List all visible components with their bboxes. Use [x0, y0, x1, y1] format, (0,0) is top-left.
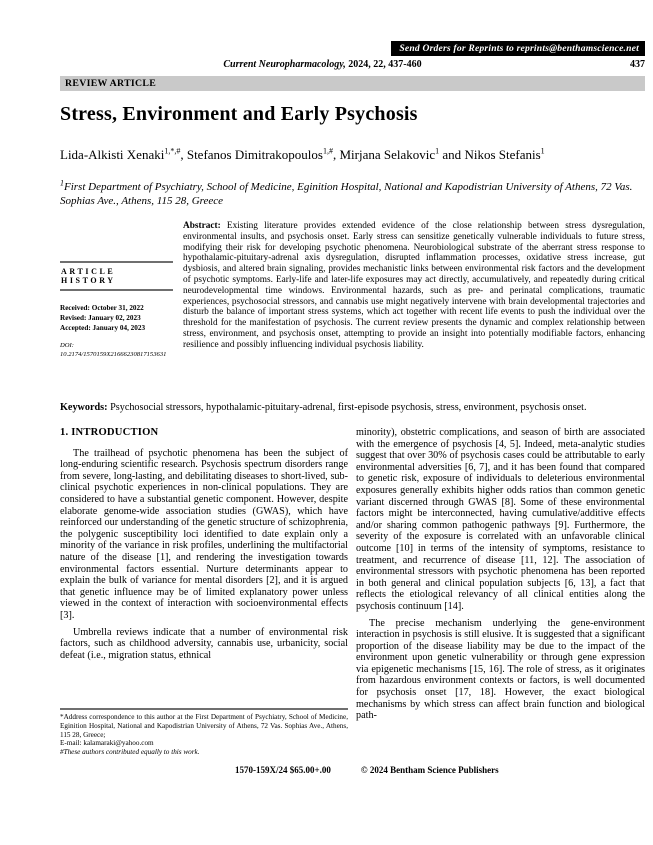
body-columns [60, 427, 645, 757]
received-date: Received: October 31, 2022 [60, 304, 144, 312]
author-superscript: 1 [435, 146, 440, 156]
abstract-text: Existing literature provides extended evidence of the close relationship between stress dysregulation, environmental insults, and psychosis onset. Early stress can sensitize genetically vulnerable individuals to future stress, modifying their risk for developing psychotic phenomena. Neurobiological substrate of the aberrant stress response to hypothalamic-pituitary-adrenal axis dysregulation, disrupted inflammation processes, oxidative stress increase, gut dysbiosis, and altered brain signaling, provides mechanistic links between environmental risk factors and the development of psychotic symptoms. Early-life and later-life exposures may act directly, accumulatively, and repeatedly during critical neurodevelopmental time windows. Environmental hazards, such as pre- and perinatal complications, traumatic experiences, psychosocial stressors, and cannabis use might negatively intervene with brain developmental trajectories and disturb the balance of important stress systems, which act together with recent life events to push the individual over the threshold for the manifestation of psychosis. The current review presents the dynamic and complex relationship between stress, environment, and psychosis onset, attempting to provide an insight into potentially modifiable factors, enhancing resilience and possibly influencing individual psychosis liability. [183, 221, 645, 350]
author: Mirjana Selakovic$^1$ and [339, 146, 465, 162]
author-superscript: 1,# [322, 146, 333, 156]
keywords-text: Psychosocial stressors, hypothalamic-pituitary-adrenal, first-episode psychosis, stress, environment, psychosis onset. [110, 402, 587, 413]
abstract-section [60, 221, 645, 389]
keywords-label: Keywords: [60, 402, 108, 413]
journal-name: Current Neuropharmacology, [223, 59, 346, 70]
doi-label: DOI: [60, 342, 74, 350]
issn-price-code: 1570-159X/24 $65.00+.00 [235, 765, 331, 775]
reprints-banner-row [60, 38, 645, 56]
page-footer [60, 765, 645, 776]
authors-line [60, 147, 645, 163]
affiliation-text: First Department of Psychiatry, School of Medicine, Eginition Hospital, National and Kapodistrian University of Athens, 72 Vas. Sophias Ave., Athens, 115 28, Greece [60, 181, 633, 207]
doi-block [60, 342, 173, 359]
article-type-label: REVIEW ARTICLE [65, 78, 157, 89]
correspondence-footnote [60, 708, 348, 757]
history-bottom-rule [60, 289, 173, 291]
article-history-heading: ARTICLE HISTORY [61, 267, 116, 285]
body-paragraph: The trailhead of psychotic phenomena has been the subject of long-enduring scientific research. Psychosis spectrum disorders range from severe, long-lasting, and debilitating diseases to short-lived, sub-clinical psychotic experiences in non-clinical populations. They are considered to have a substantial genetic component. However, despite elaborate genome-wide association studies (GWAS), which have reinforced our understanding of the genetic structure of schizophrenia, the polygenic susceptibility loci identified to date explain only a minority of the variance in risk profiles, underlining the multifactorial nature of the disease [1], and rendering the investigation towards environmental factors essential. Nurture determinants appear to explain the bulk of variance for mental disorders [2], and it is argued that genetic influence may be of limited explanatory power unless viewed in the context of interaction with socioenvironmental effects [3]. [60, 447, 348, 621]
correspondence-address: *Address correspondence to this author at the First Department of Psychiatry, School of Medicine, Eginition Hospital, National and Kapodistrian University of Athens, 72 Vas. Sophias Ave., Athens, 115 28, Greece; [60, 713, 348, 739]
journal-citation-row [60, 59, 645, 71]
revised-date: Revised: January 02, 2023 [60, 313, 141, 322]
journal-citation: 2024, 22, 437-460 [348, 59, 422, 70]
copyright-notice: © 2024 Bentham Science Publishers [360, 765, 499, 775]
article-title: Stress, Environment and Early Psychosis [60, 103, 418, 125]
equal-contribution-note: #These authors contributed equally to this work. [60, 748, 200, 757]
keywords-line [60, 402, 645, 414]
correspondence-email: E-mail: kalamaraki@yahoo.com [60, 739, 154, 748]
article-history-dates [60, 304, 173, 333]
page-number: 437 [630, 59, 645, 70]
section-heading-introduction: 1. INTRODUCTION [60, 427, 159, 438]
author-superscript: 1,*,# [164, 146, 181, 156]
author: Stefanos Dimitrakopoulos$^{1,\#}$, [186, 146, 340, 162]
body-paragraph: minority), obstetric complications, and season of birth are associated with the emergence of psychosis [4, 5]. Indeed, meta-analytic studies suggest that over 30% of psychosis cases could be attributable to early environmental adversities [6, 7], and it has been found that compared to genetic risk, exposure of individuals to deleterious environmental exposures generally exhibits higher odds ratios than common genetic variant discerned through GWAS [8]. Some of these environmental factors might be interconnected, having cumulative/additive effects and/or sharing common pathogenic pathways [9]. Furthermore, the severity of the exposure is correlated with an unfavorable clinical outcome [10] in terms of the intensity of symptoms, resistance to treatment, and recurrence of disease [11, 12]. The association of environmental stressors with psychotic phenomena has been reported in both general and clinical population subjects [6, 13], a fact that reflects the etiological relevancy of all clinical entities along the psychosis continuum [14]. [356, 427, 645, 612]
left-column [60, 427, 348, 757]
affiliation [60, 178, 645, 208]
right-column [356, 427, 645, 757]
abstract [183, 221, 645, 389]
body-paragraph: Umbrella reviews indicate that a number of environmental risk factors, such as childhood adversity, cannabis use, urbanicity, social defeat (i.e., migration status, ethnical [60, 626, 348, 661]
reprints-banner: Send Orders for Reprints to reprints@benthamscience.net [391, 41, 645, 56]
affiliation-superscript: 1 [60, 178, 64, 188]
author: Lida-Alkisti Xenaki$^{1,*,\#}$, [60, 146, 187, 162]
abstract-label: Abstract: [183, 221, 221, 231]
article-history-panel [60, 221, 173, 389]
doi-value: 10.2174/1570159X21666230817153631 [60, 350, 167, 358]
accepted-date: Accepted: January 04, 2023 [60, 323, 146, 332]
author-superscript: 1 [540, 146, 545, 156]
body-paragraph: The precise mechanism underlying the gene-environment interaction in psychosis is still elusive. It is suggested that a significant proportion of the disease liability may be due to the impact of the environment upon genetic vulnerability or through gene expression via epigenetic mechanisms [15, 16]. The role of stress, as it originates from hazardous environment contexts or factors, is well documented for psychosis onset [17, 18]. However, the exact biological mechanisms by which stress can affect brain function and biological path- [356, 617, 645, 722]
article-type-bar [60, 76, 645, 91]
author: Nikos Stefanis$^1$ [464, 146, 545, 162]
